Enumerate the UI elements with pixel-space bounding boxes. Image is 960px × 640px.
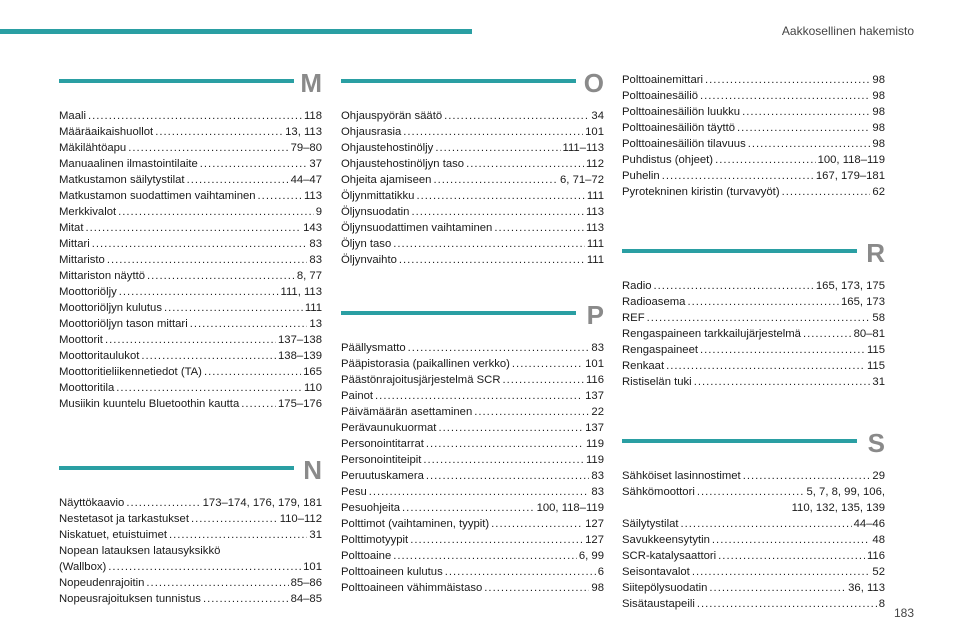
entry-pages: 116 bbox=[585, 374, 604, 386]
entry-term: Päästönrajoitusjärjestelmä SCR bbox=[341, 374, 501, 386]
index-entry bbox=[341, 172, 604, 188]
entry-pages: 98 bbox=[872, 138, 885, 150]
section-letter: R bbox=[866, 238, 885, 268]
entry-term: Sisätaustapeili bbox=[622, 598, 695, 610]
section-letter: O bbox=[583, 68, 604, 98]
entry-term: Säilytystilat bbox=[622, 518, 679, 530]
entry-pages: 9 bbox=[315, 206, 322, 218]
entry-pages: 34 bbox=[591, 110, 604, 122]
entry-term: Polttoainesäiliön täyttö bbox=[622, 122, 736, 134]
entry-term: Pesuohjeita bbox=[341, 502, 401, 514]
entry-pages: 116 bbox=[866, 550, 885, 562]
entry-term: Moottoriöljy bbox=[59, 286, 117, 298]
entry-term: Painot bbox=[341, 390, 374, 402]
index-entry bbox=[622, 294, 885, 310]
entry-term: Radio bbox=[622, 280, 652, 292]
entry-pages-continued: 110, 132, 135, 139 bbox=[791, 502, 885, 514]
entry-pages: 111, 113 bbox=[280, 286, 322, 298]
entry-term: Polttimot (vaihtaminen, tyypit) bbox=[341, 518, 490, 530]
entry-term: Polttoaine bbox=[341, 550, 392, 562]
entry-term: Rengaspaineet bbox=[622, 344, 699, 356]
index-entry bbox=[341, 252, 604, 268]
entry-pages: 137–138 bbox=[278, 334, 322, 346]
running-title: Aakkosellinen hakemisto bbox=[781, 24, 914, 38]
entry-term: SCR-katalysaattori bbox=[622, 550, 717, 562]
entry-term: Ohjaustehostinöljyn taso bbox=[341, 158, 465, 170]
index-entry bbox=[622, 596, 885, 612]
entry-pages: 13, 113 bbox=[285, 126, 322, 138]
index-entry bbox=[341, 220, 604, 236]
entry-pages: 13 bbox=[309, 318, 322, 330]
entry-term: Sähköiset lasinnostimet bbox=[622, 470, 741, 482]
entry-pages: 8, 77 bbox=[296, 270, 322, 282]
entry-pages: 85–86 bbox=[290, 577, 322, 589]
index-entry bbox=[59, 220, 322, 236]
entry-pages: 5, 7, 8, 99, 106, bbox=[806, 486, 885, 498]
entry-pages: 113 bbox=[585, 206, 604, 218]
entry-pages: 22 bbox=[591, 406, 604, 418]
index-entry bbox=[341, 564, 604, 580]
entry-pages: 111 bbox=[304, 302, 322, 314]
section-n bbox=[59, 455, 322, 607]
index-entry bbox=[341, 404, 604, 420]
index-entry bbox=[59, 108, 322, 124]
entry-pages: 83 bbox=[591, 486, 604, 498]
index-entry bbox=[341, 204, 604, 220]
entry-term: (Wallbox) bbox=[59, 561, 107, 573]
section-letter: N bbox=[303, 455, 322, 485]
index-entry bbox=[622, 342, 885, 358]
entry-pages: 37 bbox=[309, 158, 322, 170]
entry-term: Moottoritila bbox=[59, 382, 115, 394]
entry-term: Siitepölysuodatin bbox=[622, 582, 708, 594]
entry-term: Ristiselän tuki bbox=[622, 376, 692, 388]
header-accent-bar bbox=[0, 29, 472, 34]
index-column-1 bbox=[59, 68, 322, 607]
index-entry bbox=[622, 72, 885, 88]
page-number: 183 bbox=[893, 606, 914, 620]
index-entry bbox=[622, 152, 885, 168]
entry-pages: 44–47 bbox=[290, 174, 322, 186]
index-entry bbox=[622, 468, 885, 484]
entry-pages: 165, 173 bbox=[841, 296, 885, 308]
index-entry bbox=[59, 332, 322, 348]
index-entry bbox=[341, 500, 604, 516]
section-rule bbox=[622, 249, 857, 253]
index-entry bbox=[341, 156, 604, 172]
entry-term: Savukkeensytytin bbox=[622, 534, 710, 546]
entry-pages: 83 bbox=[309, 238, 322, 250]
entry-pages: 165 bbox=[303, 366, 322, 378]
section-m bbox=[59, 68, 322, 412]
index-entry bbox=[59, 284, 322, 300]
entry-term: Öljynsuodattimen vaihtaminen bbox=[341, 222, 493, 234]
entry-term: Personointiteipit bbox=[341, 454, 422, 466]
entry-pages: 100, 118–119 bbox=[536, 502, 604, 514]
entry-pages: 6 bbox=[597, 566, 604, 578]
index-entry bbox=[341, 532, 604, 548]
entry-term: Pääpistorasia (paikallinen verkko) bbox=[341, 358, 510, 370]
entry-pages: 98 bbox=[872, 74, 885, 86]
entry-term: Näyttökaavio bbox=[59, 497, 125, 509]
entry-pages: 6, 71–72 bbox=[560, 174, 604, 186]
entry-term: Puhelin bbox=[622, 170, 660, 182]
entry-pages: 110–112 bbox=[279, 513, 322, 525]
index-entry bbox=[59, 172, 322, 188]
section-letter: S bbox=[867, 428, 885, 458]
index-entry bbox=[59, 300, 322, 316]
index-entry bbox=[622, 184, 885, 200]
entry-pages: 83 bbox=[309, 254, 322, 266]
entry-pages: 111 bbox=[586, 190, 604, 202]
entry-term: Mittariston näyttö bbox=[59, 270, 146, 282]
entry-pages: 111 bbox=[586, 254, 604, 266]
entry-pages: 175–176 bbox=[278, 398, 322, 410]
entry-term: Polttoainesäiliön luukku bbox=[622, 106, 741, 118]
entry-pages: 31 bbox=[872, 376, 885, 388]
entry-list-r bbox=[622, 278, 885, 390]
index-entry bbox=[341, 124, 604, 140]
entry-term: Öljynsuodatin bbox=[341, 206, 410, 218]
section-header-n bbox=[59, 455, 322, 495]
section-s bbox=[622, 428, 885, 612]
entry-pages: 119 bbox=[585, 454, 604, 466]
entry-pages: 48 bbox=[872, 534, 885, 546]
section-rule bbox=[622, 439, 857, 443]
index-entry bbox=[622, 136, 885, 152]
index-entry bbox=[59, 156, 322, 172]
entry-pages: 79–80 bbox=[290, 142, 322, 154]
index-entry bbox=[59, 380, 322, 396]
index-entry bbox=[59, 268, 322, 284]
entry-term: Puhdistus (ohjeet) bbox=[622, 154, 714, 166]
entry-term: Pyrotekninen kiristin (turvavyöt) bbox=[622, 186, 780, 198]
entry-pages: 83 bbox=[591, 470, 604, 482]
entry-term: Öljynvaihto bbox=[341, 254, 397, 266]
entry-pages: 100, 118–119 bbox=[817, 154, 885, 166]
entry-pages: 173–174, 176, 179, 181 bbox=[202, 497, 322, 509]
section-rule bbox=[59, 466, 294, 470]
entry-pages: 127 bbox=[585, 518, 604, 530]
entry-term: REF bbox=[622, 312, 645, 324]
index-entry bbox=[59, 527, 322, 543]
entry-term: Öljynmittatikku bbox=[341, 190, 415, 202]
index-column-2 bbox=[341, 68, 604, 596]
index-entry bbox=[59, 511, 322, 527]
index-entry bbox=[622, 374, 885, 390]
section-r bbox=[622, 238, 885, 390]
entry-pages: 98 bbox=[872, 122, 885, 134]
entry-pages: 137 bbox=[585, 422, 604, 434]
entry-pages: 165, 173, 175 bbox=[815, 280, 885, 292]
entry-term: Rengaspaineen tarkkailujärjestelmä bbox=[622, 328, 801, 340]
index-entry bbox=[341, 340, 604, 356]
entry-pages: 113 bbox=[303, 190, 322, 202]
entry-term: Moottorit bbox=[59, 334, 103, 346]
index-entry bbox=[59, 348, 322, 364]
section-p-continued bbox=[622, 72, 885, 200]
entry-term: Päivämäärän asettaminen bbox=[341, 406, 473, 418]
entry-pages: 84–85 bbox=[290, 593, 322, 605]
entry-pages: 83 bbox=[591, 342, 604, 354]
index-entry bbox=[59, 316, 322, 332]
entry-pages: 119 bbox=[585, 438, 604, 450]
entry-term: Seisontavalot bbox=[622, 566, 690, 578]
index-entry bbox=[341, 468, 604, 484]
section-header-m bbox=[59, 68, 322, 108]
entry-term: Mitat bbox=[59, 222, 84, 234]
entry-list-p-cont bbox=[622, 72, 885, 200]
entry-pages: 52 bbox=[872, 566, 885, 578]
entry-pages: 98 bbox=[872, 106, 885, 118]
entry-term: Maali bbox=[59, 110, 86, 122]
index-entry bbox=[341, 484, 604, 500]
entry-term: Musiikin kuuntelu Bluetoothin kautta bbox=[59, 398, 240, 410]
index-entry bbox=[59, 140, 322, 156]
entry-term: Öljyn taso bbox=[341, 238, 392, 250]
entry-term: Moottoriöljyn tason mittari bbox=[59, 318, 188, 330]
entry-pages: 8 bbox=[878, 598, 885, 610]
entry-pages: 6, 99 bbox=[578, 550, 604, 562]
index-entry bbox=[622, 88, 885, 104]
index-entry bbox=[59, 188, 322, 204]
entry-term: Niskatuet, etuistuimet bbox=[59, 529, 167, 541]
entry-pages: 29 bbox=[872, 470, 885, 482]
entry-term: Päällysmatto bbox=[341, 342, 406, 354]
entry-term: Mäkilähtöapu bbox=[59, 142, 127, 154]
section-rule bbox=[59, 79, 294, 83]
entry-term: Manuaalinen ilmastointilaite bbox=[59, 158, 198, 170]
entry-term: Moottoriöljyn kulutus bbox=[59, 302, 162, 314]
section-letter: P bbox=[586, 300, 604, 330]
index-entry bbox=[341, 236, 604, 252]
entry-pages: 113 bbox=[585, 222, 604, 234]
entry-pages: 111 bbox=[586, 238, 604, 250]
entry-pages: 101 bbox=[303, 561, 322, 573]
entry-pages: 143 bbox=[303, 222, 322, 234]
index-entry bbox=[59, 364, 322, 380]
index-entry bbox=[341, 548, 604, 564]
entry-term: Mittari bbox=[59, 238, 90, 250]
entry-term: Polttoainesäiliö bbox=[622, 90, 698, 102]
entry-term: Ohjeita ajamiseen bbox=[341, 174, 432, 186]
entry-pages: 31 bbox=[309, 529, 322, 541]
section-rule bbox=[341, 79, 576, 83]
entry-pages: 118 bbox=[303, 110, 322, 122]
section-header-r bbox=[622, 238, 885, 278]
index-entry bbox=[59, 396, 322, 412]
index-entry bbox=[59, 124, 322, 140]
entry-pages: 115 bbox=[866, 360, 885, 372]
entry-term: Mittaristo bbox=[59, 254, 105, 266]
entry-list-o bbox=[341, 108, 604, 268]
entry-pages: 44–46 bbox=[853, 518, 885, 530]
index-entry bbox=[59, 591, 322, 607]
entry-term: Polttoainemittari bbox=[622, 74, 703, 86]
entry-pages: 58 bbox=[872, 312, 885, 324]
entry-term: Pesu bbox=[341, 486, 367, 498]
index-entry bbox=[622, 532, 885, 548]
entry-term: Ohjauspyörän säätö bbox=[341, 110, 443, 122]
index-entry bbox=[59, 559, 322, 575]
index-entry bbox=[622, 104, 885, 120]
section-p bbox=[341, 300, 604, 596]
entry-term: Matkustamon säilytystilat bbox=[59, 174, 185, 186]
entry-pages: 111–113 bbox=[562, 142, 604, 154]
section-letter: M bbox=[300, 68, 322, 98]
index-entry bbox=[341, 372, 604, 388]
entry-pages: 36, 113 bbox=[848, 582, 885, 594]
entry-term: Radioasema bbox=[622, 296, 686, 308]
entry-term: Polttoainesäiliön tilavuus bbox=[622, 138, 746, 150]
entry-pages: 138–139 bbox=[278, 350, 322, 362]
section-header-s bbox=[622, 428, 885, 468]
entry-term: Polttoaineen kulutus bbox=[341, 566, 443, 578]
index-entry bbox=[341, 356, 604, 372]
index-entry bbox=[622, 580, 885, 596]
entry-term: Peruutuskamera bbox=[341, 470, 424, 482]
index-entry bbox=[622, 516, 885, 532]
index-entry bbox=[59, 252, 322, 268]
section-rule bbox=[341, 311, 576, 315]
entry-pages: 127 bbox=[585, 534, 604, 546]
index-entry bbox=[59, 495, 322, 511]
entry-term: Matkustamon suodattimen vaihtaminen bbox=[59, 190, 256, 202]
entry-pages: 98 bbox=[591, 582, 604, 594]
entry-term: Ohjaustehostinöljy bbox=[341, 142, 434, 154]
entry-pages: 98 bbox=[872, 90, 885, 102]
index-entry bbox=[59, 236, 322, 252]
index-entry bbox=[622, 326, 885, 342]
entry-term: Määräaikaishuollot bbox=[59, 126, 154, 138]
index-entry bbox=[59, 204, 322, 220]
index-entry bbox=[622, 484, 885, 500]
entry-term: Moottoritieliikennetiedot (TA) bbox=[59, 366, 202, 378]
index-entry bbox=[341, 140, 604, 156]
entry-term: Renkaat bbox=[622, 360, 665, 372]
entry-term: Perävaunukuormat bbox=[341, 422, 437, 434]
entry-pages: 110 bbox=[303, 382, 322, 394]
entry-pages: 101 bbox=[585, 126, 604, 138]
entry-list-m bbox=[59, 108, 322, 412]
entry-term: Merkkivalot bbox=[59, 206, 117, 218]
index-entry bbox=[622, 358, 885, 374]
entry-pages: 115 bbox=[866, 344, 885, 356]
index-entry bbox=[341, 188, 604, 204]
entry-term: Sähkömoottori bbox=[622, 486, 695, 498]
section-header-p bbox=[341, 300, 604, 340]
entry-term: Ohjausrasia bbox=[341, 126, 402, 138]
entry-term: Polttoaineen vähimmäistaso bbox=[341, 582, 483, 594]
entry-term: Polttimotyypit bbox=[341, 534, 409, 546]
index-entry bbox=[341, 452, 604, 468]
index-entry bbox=[341, 516, 604, 532]
entry-term: Personointitarrat bbox=[341, 438, 424, 450]
entry-pages: 167, 179–181 bbox=[815, 170, 885, 182]
index-entry bbox=[622, 278, 885, 294]
entry-pages: 80–81 bbox=[853, 328, 885, 340]
index-entry bbox=[622, 310, 885, 326]
entry-term: Nopeusrajoituksen tunnistus bbox=[59, 593, 201, 605]
entry-pages: 62 bbox=[872, 186, 885, 198]
entry-term: Moottoritaulukot bbox=[59, 350, 140, 362]
index-entry bbox=[622, 548, 885, 564]
entry-list-p bbox=[341, 340, 604, 596]
index-entry bbox=[341, 108, 604, 124]
index-entry bbox=[622, 564, 885, 580]
index-entry bbox=[622, 168, 885, 184]
section-o bbox=[341, 68, 604, 268]
index-entry bbox=[341, 436, 604, 452]
entry-term-wrapped: Nopean latauksen latausyksikkö bbox=[59, 545, 221, 557]
entry-pages: 112 bbox=[585, 158, 604, 170]
index-column-3 bbox=[622, 72, 885, 612]
section-header-o bbox=[341, 68, 604, 108]
entry-pages: 137 bbox=[585, 390, 604, 402]
index-entry bbox=[59, 575, 322, 591]
entry-term: Nestetasot ja tarkastukset bbox=[59, 513, 189, 525]
index-entry bbox=[341, 580, 604, 596]
entry-pages: 101 bbox=[585, 358, 604, 370]
entry-term: Nopeudenrajoitin bbox=[59, 577, 145, 589]
index-entry bbox=[622, 120, 885, 136]
index-entry bbox=[341, 420, 604, 436]
index-entry bbox=[341, 388, 604, 404]
